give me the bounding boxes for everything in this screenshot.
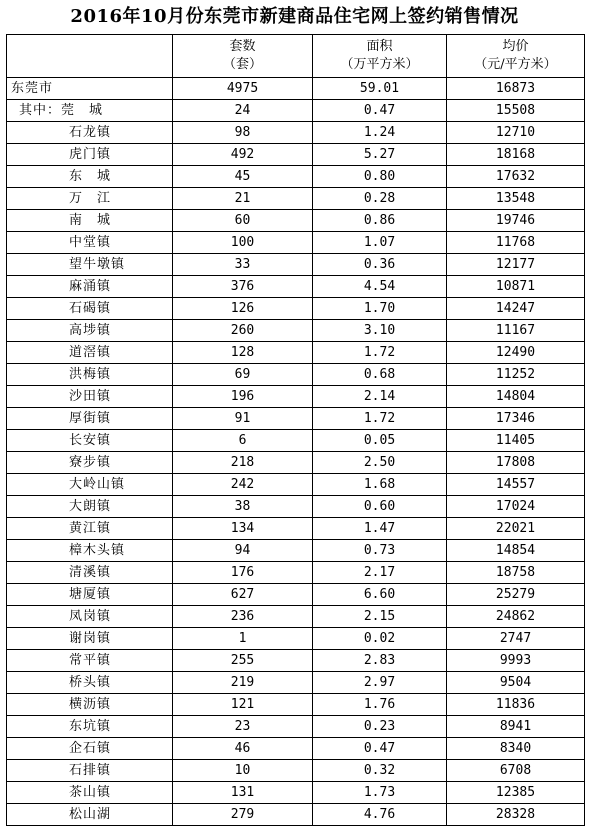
header-price — [447, 35, 585, 78]
region-name-cell: 望牛墩镇 — [7, 254, 173, 276]
price-cell: 9504 — [447, 672, 585, 694]
units-cell: 131 — [173, 782, 313, 804]
units-cell: 128 — [173, 342, 313, 364]
region-name-cell: 大岭山镇 — [7, 474, 173, 496]
price-cell: 11252 — [447, 364, 585, 386]
area-cell: 0.23 — [313, 716, 447, 738]
region-name-cell: 松山湖 — [7, 804, 173, 826]
region-name-cell: 其中：莞 城 — [7, 100, 173, 122]
units-cell: 219 — [173, 672, 313, 694]
region-name-cell: 谢岗镇 — [7, 628, 173, 650]
table-row — [7, 254, 585, 276]
price-cell: 11836 — [447, 694, 585, 716]
area-cell: 0.02 — [313, 628, 447, 650]
units-cell: 23 — [173, 716, 313, 738]
area-cell: 2.97 — [313, 672, 447, 694]
region-name-cell: 常平镇 — [7, 650, 173, 672]
region-name-cell: 大朗镇 — [7, 496, 173, 518]
units-cell: 196 — [173, 386, 313, 408]
price-cell: 6708 — [447, 760, 585, 782]
units-cell: 279 — [173, 804, 313, 826]
table-row — [7, 122, 585, 144]
region-name-cell: 黄江镇 — [7, 518, 173, 540]
price-cell: 15508 — [447, 100, 585, 122]
region-name-cell: 虎门镇 — [7, 144, 173, 166]
table-row — [7, 606, 585, 628]
units-cell: 46 — [173, 738, 313, 760]
price-cell: 28328 — [447, 804, 585, 826]
table-row — [7, 804, 585, 826]
units-cell: 33 — [173, 254, 313, 276]
table-row — [7, 386, 585, 408]
region-name-cell: 清溪镇 — [7, 562, 173, 584]
area-cell: 1.68 — [313, 474, 447, 496]
region-name-cell: 桥头镇 — [7, 672, 173, 694]
table-row — [7, 562, 585, 584]
price-cell: 17808 — [447, 452, 585, 474]
table-row — [7, 694, 585, 716]
table-row — [7, 276, 585, 298]
price-cell: 11768 — [447, 232, 585, 254]
header-region — [7, 35, 173, 78]
area-cell: 0.68 — [313, 364, 447, 386]
table-row — [7, 628, 585, 650]
region-name-cell: 石排镇 — [7, 760, 173, 782]
area-cell: 4.54 — [313, 276, 447, 298]
units-cell: 218 — [173, 452, 313, 474]
header-units-label: 套数 — [229, 39, 256, 54]
area-cell: 1.76 — [313, 694, 447, 716]
area-cell: 2.15 — [313, 606, 447, 628]
units-cell: 255 — [173, 650, 313, 672]
area-cell: 2.50 — [313, 452, 447, 474]
units-cell: 126 — [173, 298, 313, 320]
area-cell: 0.47 — [313, 738, 447, 760]
units-cell: 24 — [173, 100, 313, 122]
table-row — [7, 540, 585, 562]
units-cell: 94 — [173, 540, 313, 562]
area-cell: 4.76 — [313, 804, 447, 826]
price-cell: 2747 — [447, 628, 585, 650]
table-row — [7, 760, 585, 782]
table-row — [7, 298, 585, 320]
region-name-cell: 南 城 — [7, 210, 173, 232]
price-cell: 9993 — [447, 650, 585, 672]
table-row — [7, 232, 585, 254]
price-cell: 17024 — [447, 496, 585, 518]
price-cell: 14854 — [447, 540, 585, 562]
price-cell: 14804 — [447, 386, 585, 408]
region-name-cell: 塘厦镇 — [7, 584, 173, 606]
units-cell: 236 — [173, 606, 313, 628]
region-name-cell: 厚街镇 — [7, 408, 173, 430]
table-row — [7, 782, 585, 804]
header-area-label: 面积 — [366, 39, 393, 54]
table-row — [7, 78, 585, 100]
units-cell: 627 — [173, 584, 313, 606]
table-row — [7, 716, 585, 738]
region-name-cell: 樟木头镇 — [7, 540, 173, 562]
price-cell: 14557 — [447, 474, 585, 496]
price-cell: 19746 — [447, 210, 585, 232]
units-cell: 6 — [173, 430, 313, 452]
area-cell: 5.27 — [313, 144, 447, 166]
table-row — [7, 408, 585, 430]
price-cell: 22021 — [447, 518, 585, 540]
region-name-cell: 横沥镇 — [7, 694, 173, 716]
table-row — [7, 364, 585, 386]
region-name-cell: 凤岗镇 — [7, 606, 173, 628]
table-row — [7, 188, 585, 210]
table-row — [7, 144, 585, 166]
region-name-cell: 洪梅镇 — [7, 364, 173, 386]
area-cell: 2.14 — [313, 386, 447, 408]
table-body — [7, 78, 585, 826]
table-header-row — [7, 35, 585, 78]
region-name-cell: 道滘镇 — [7, 342, 173, 364]
area-cell: 0.32 — [313, 760, 447, 782]
price-cell: 12177 — [447, 254, 585, 276]
region-name-cell: 长安镇 — [7, 430, 173, 452]
table-row — [7, 584, 585, 606]
region-name-cell: 万 江 — [7, 188, 173, 210]
units-cell: 10 — [173, 760, 313, 782]
header-area-unit: （万平方米） — [340, 57, 419, 72]
area-cell: 0.36 — [313, 254, 447, 276]
region-name-cell: 寮步镇 — [7, 452, 173, 474]
page-title: 2016年10月份东莞市新建商品住宅网上签约销售情况 — [70, 6, 519, 27]
region-name-cell: 中堂镇 — [7, 232, 173, 254]
table-row — [7, 518, 585, 540]
area-cell: 1.70 — [313, 298, 447, 320]
area-cell: 59.01 — [313, 78, 447, 100]
area-cell: 0.86 — [313, 210, 447, 232]
area-cell: 1.72 — [313, 342, 447, 364]
price-cell: 11405 — [447, 430, 585, 452]
units-cell: 91 — [173, 408, 313, 430]
area-cell: 2.17 — [313, 562, 447, 584]
price-cell: 17346 — [447, 408, 585, 430]
price-cell: 24862 — [447, 606, 585, 628]
table-row — [7, 672, 585, 694]
area-cell: 6.60 — [313, 584, 447, 606]
price-cell: 12385 — [447, 782, 585, 804]
price-cell: 13548 — [447, 188, 585, 210]
area-cell: 1.07 — [313, 232, 447, 254]
area-cell: 3.10 — [313, 320, 447, 342]
header-units — [173, 35, 313, 78]
units-cell: 376 — [173, 276, 313, 298]
table-row — [7, 166, 585, 188]
region-name-cell: 石碣镇 — [7, 298, 173, 320]
region-name-cell: 企石镇 — [7, 738, 173, 760]
price-cell: 12710 — [447, 122, 585, 144]
header-units-unit: （套） — [222, 57, 262, 72]
units-cell: 134 — [173, 518, 313, 540]
price-cell: 25279 — [447, 584, 585, 606]
region-name-cell: 高埗镇 — [7, 320, 173, 342]
table-row — [7, 100, 585, 122]
price-cell: 10871 — [447, 276, 585, 298]
price-cell: 8340 — [447, 738, 585, 760]
units-cell: 242 — [173, 474, 313, 496]
header-price-label: 均价 — [502, 39, 529, 54]
table-row — [7, 650, 585, 672]
price-cell: 12490 — [447, 342, 585, 364]
units-cell: 176 — [173, 562, 313, 584]
region-name-cell: 麻涌镇 — [7, 276, 173, 298]
area-cell: 1.47 — [313, 518, 447, 540]
area-cell: 0.73 — [313, 540, 447, 562]
table-row — [7, 452, 585, 474]
units-cell: 60 — [173, 210, 313, 232]
units-cell: 45 — [173, 166, 313, 188]
price-cell: 17632 — [447, 166, 585, 188]
area-cell: 0.05 — [313, 430, 447, 452]
area-cell: 2.83 — [313, 650, 447, 672]
header-price-unit: （元/平方米） — [474, 57, 557, 72]
units-cell: 4975 — [173, 78, 313, 100]
region-name-cell: 石龙镇 — [7, 122, 173, 144]
price-cell: 18168 — [447, 144, 585, 166]
table-row — [7, 474, 585, 496]
area-cell: 0.47 — [313, 100, 447, 122]
header-area — [313, 35, 447, 78]
table-row — [7, 210, 585, 232]
price-cell: 11167 — [447, 320, 585, 342]
units-cell: 21 — [173, 188, 313, 210]
table-row — [7, 342, 585, 364]
table-row — [7, 738, 585, 760]
units-cell: 69 — [173, 364, 313, 386]
region-name-cell: 东 城 — [7, 166, 173, 188]
price-cell: 8941 — [447, 716, 585, 738]
units-cell: 1 — [173, 628, 313, 650]
area-cell: 1.24 — [313, 122, 447, 144]
area-cell: 1.73 — [313, 782, 447, 804]
region-name-cell: 东莞市 — [7, 78, 173, 100]
units-cell: 38 — [173, 496, 313, 518]
price-cell: 14247 — [447, 298, 585, 320]
price-cell: 18758 — [447, 562, 585, 584]
area-cell: 0.28 — [313, 188, 447, 210]
area-cell: 1.72 — [313, 408, 447, 430]
units-cell: 98 — [173, 122, 313, 144]
area-cell: 0.80 — [313, 166, 447, 188]
price-cell: 16873 — [447, 78, 585, 100]
table-row — [7, 320, 585, 342]
units-cell: 260 — [173, 320, 313, 342]
units-cell: 492 — [173, 144, 313, 166]
region-name-cell: 沙田镇 — [7, 386, 173, 408]
table-row — [7, 430, 585, 452]
sales-table — [6, 34, 585, 826]
units-cell: 121 — [173, 694, 313, 716]
region-name-cell: 东坑镇 — [7, 716, 173, 738]
area-cell: 0.60 — [313, 496, 447, 518]
region-name-cell: 茶山镇 — [7, 782, 173, 804]
table-row — [7, 496, 585, 518]
units-cell: 100 — [173, 232, 313, 254]
